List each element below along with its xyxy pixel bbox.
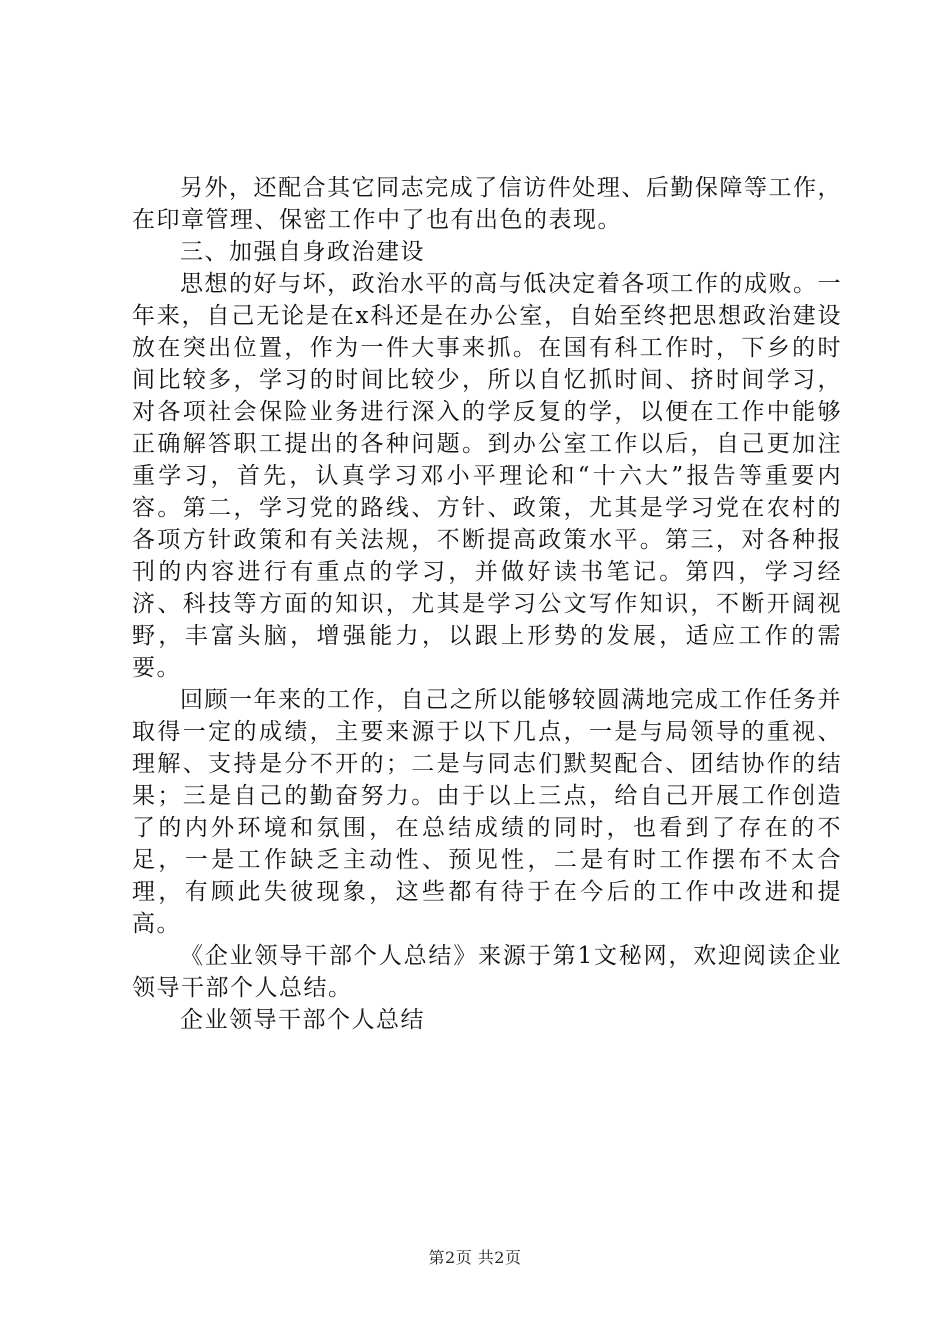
paragraph-closing-title: 企业领导干部个人总结 [180,1007,425,1033]
paragraph-source-note: 《企业领导干部个人总结》来源于第1文秘网，欢迎阅读企业领导干部个人总结。 [132,943,842,1001]
paragraph-review: 回顾一年来的工作，自己之所以能够较圆满地完成工作任务并取得一定的成绩，主要来源于以下几点，一是与局领导的重视、理解、支持是分不开的；二是与同志们默契配合、团结协作的结果；三是自己的勤奋努力。由于以上三点，给自己开展工作创造了的内外环境和氛围，在总结成绩的同时，也看到了存在的不足，一是工作缺乏主动性、预见性，二是有时工作摆布不太合理，有顾此失彼现象，这些都有待于在今后的工作中改进和提高。 [132,687,842,937]
paragraph-political-building: 思想的好与坏，政治水平的高与低决定着各项工作的成败。一年来，自己无论是在x科还是在办公室，自始至终把思想政治建设放在突出位置，作为一件大事来抓。在国有科工作时，下乡的时间比较多，学习的时间比较少，所以自忆抓时间、挤时间学习，对各项社会保险业务进行深入的学反复的学，以便在工作中能够正确解答职工提出的各种问题。到办公室工作以后，自己更加注重学习，首先，认真学习邓小平理论和“十六大”报告等重要内容。第二，学习党的路线、方针、政策，尤其是学习党在农村的各项方针政策和有关法规，不断提高政策水平。第三，对各种报刊的内容进行有重点的学习，并做好读书笔记。第四，学习经济、科技等方面的知识，尤其是学习公文写作知识，不断开阔视野，丰富头脑，增强能力，以跟上形势的发展，适应工作的需要。 [132,271,842,681]
page-number-footer: 第2页 共2页 [428,1248,522,1267]
document-body [132,172,842,1036]
section-heading-political-building: 三、加强自身政治建设 [180,239,425,265]
paragraph-other-work: 另外，还配合其它同志完成了信访件处理、后勤保障等工作，在印章管理、保密工作中了也有出色的表现。 [132,175,842,233]
